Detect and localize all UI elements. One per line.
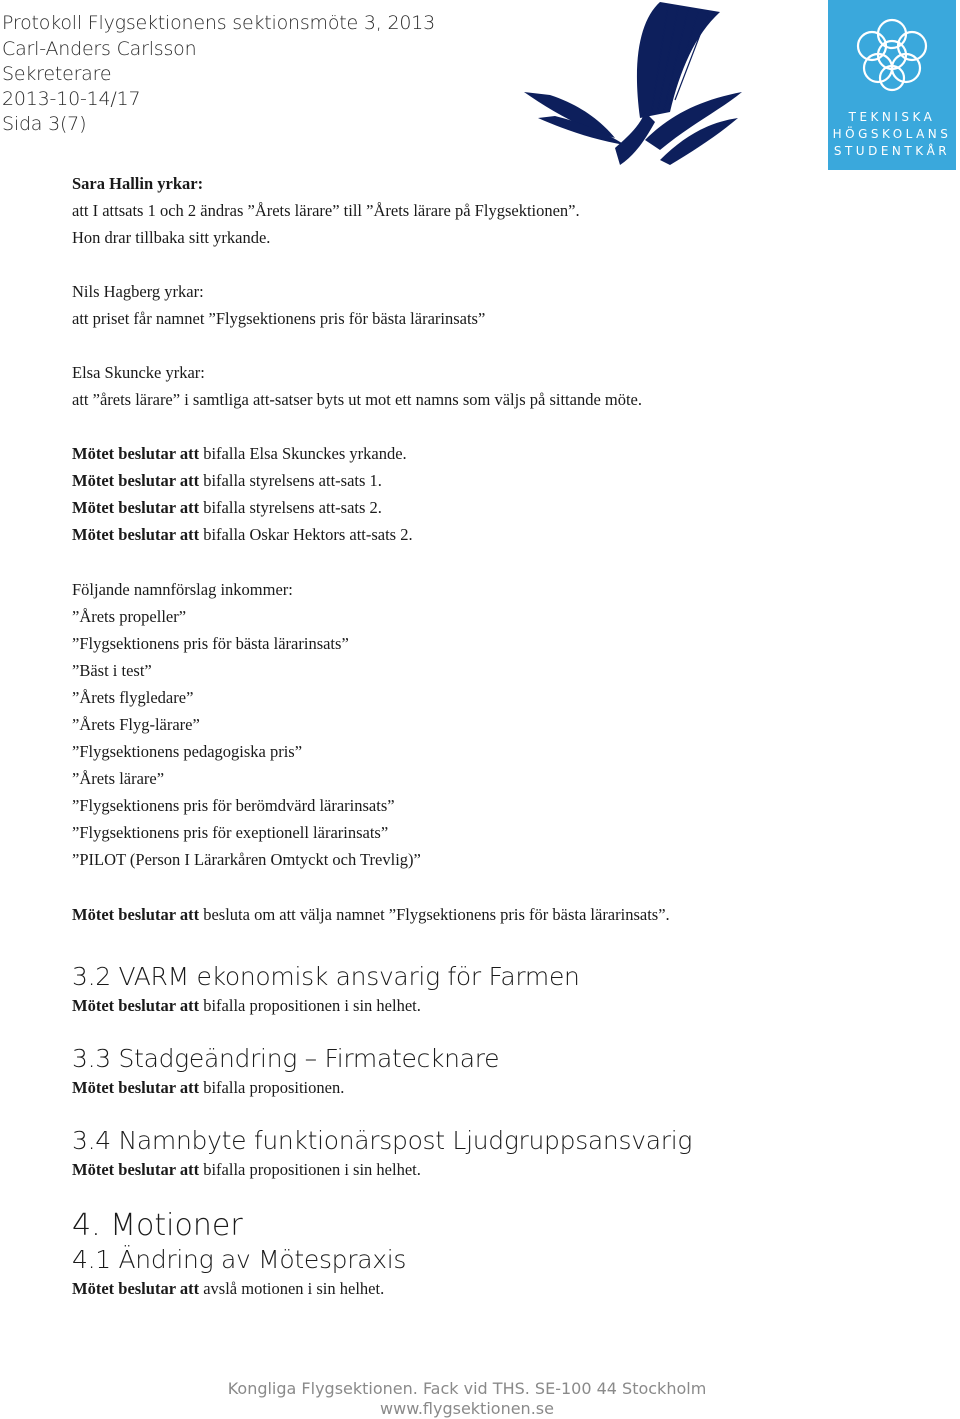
section-decision-3-2: Mötet beslutar att bifalla propositionen i sin helhet. <box>72 996 421 1015</box>
motion-heading-4-1: 4.1 Ändring av Mötespraxis <box>72 1245 407 1274</box>
sara-withdraw: Hon drar tillbaka sitt yrkande. <box>72 228 271 247</box>
ths-logo-line3: STUDENTKÅR <box>833 144 951 158</box>
ths-rings-icon <box>828 0 956 110</box>
proposal-item: ”Årets propeller” <box>72 607 187 626</box>
sara-label: Sara Hallin yrkar: <box>72 174 204 193</box>
proposal-item: ”Bäst i test” <box>72 661 152 680</box>
proposal-item: ”Årets Flyg-lärare” <box>72 715 200 734</box>
section-heading-3-3: 3.3 Stadgeändring – Firmatecknare <box>72 1044 500 1073</box>
ths-logo <box>828 0 956 170</box>
header-date: 2013-10-14/17 <box>2 88 141 110</box>
decision-line: Mötet beslutar att bifalla Oskar Hektors att-sats 2. <box>72 525 413 544</box>
proposal-item: ”Flygsektionens pris för berömdvärd lärarinsats” <box>72 796 395 815</box>
section-decision-3-3: Mötet beslutar att bifalla propositionen. <box>72 1078 345 1097</box>
decision-line: Mötet beslutar att bifalla styrelsens att-sats 1. <box>72 471 382 490</box>
section-heading-3-4: 3.4 Namnbyte funktionärspost Ljudgruppsansvarig <box>72 1126 693 1155</box>
motion-decision-4-1: Mötet beslutar att avslå motionen i sin helhet. <box>72 1279 385 1298</box>
proposal-item: ”Årets flygledare” <box>72 688 194 707</box>
header-role: Sekreterare <box>2 63 112 85</box>
flygsektionen-logo <box>520 0 745 170</box>
proposal-item: ”Flygsektionens pris för exeptionell lärarinsats” <box>72 823 389 842</box>
decision-line: Mötet beslutar att bifalla styrelsens att-sats 2. <box>72 498 382 517</box>
proposal-item: ”Flygsektionens pedagogiska pris” <box>72 742 303 761</box>
proposal-item: ”Årets lärare” <box>72 769 165 788</box>
decision-line: Mötet beslutar att bifalla Elsa Skunckes yrkande. <box>72 444 407 463</box>
sara-line: att I attsats 1 och 2 ändras ”Årets lärare” till ”Årets lärare på Flygsektionen”. <box>72 201 580 220</box>
ths-logo-line2: HÖGSKOLANS <box>832 127 952 141</box>
nils-line: att priset får namnet ”Flygsektionens pris för bästa lärarinsats” <box>72 309 486 328</box>
footer-website[interactable]: www.flygsektionen.se <box>380 1399 554 1418</box>
header-title: Protokoll Flygsektionens sektionsmöte 3, 2013 <box>2 12 435 34</box>
final-decision: Mötet beslutar att besluta om att välja namnet ”Flygsektionens pris för bästa lärarinsats”. <box>72 905 670 924</box>
header-author: Carl-Anders Carlsson <box>2 38 197 60</box>
ths-logo-line1: TEKNISKA <box>848 110 936 124</box>
header-page: Sida 3(7) <box>2 113 87 135</box>
footer-address: Kongliga Flygsektionen. Fack vid THS. SE-100 44 Stockholm <box>227 1379 707 1398</box>
nils-label: Nils Hagberg yrkar: <box>72 282 204 301</box>
proposals-intro: Följande namnförslag inkommer: <box>72 580 293 599</box>
elsa-line: att ”årets lärare” i samtliga att-satser byts ut mot ett namns som väljs på sittande möte. <box>72 390 643 409</box>
motions-heading: 4. Motioner <box>72 1208 243 1243</box>
section-heading-3-2: 3.2 VARM ekonomisk ansvarig för Farmen <box>72 962 580 991</box>
proposal-item: ”PILOT (Person I Lärarkåren Omtyckt och Trevlig)” <box>72 850 421 869</box>
elsa-label: Elsa Skuncke yrkar: <box>72 363 205 382</box>
proposal-item: ”Flygsektionens pris för bästa lärarinsats” <box>72 634 349 653</box>
section-decision-3-4: Mötet beslutar att bifalla propositionen i sin helhet. <box>72 1160 421 1179</box>
